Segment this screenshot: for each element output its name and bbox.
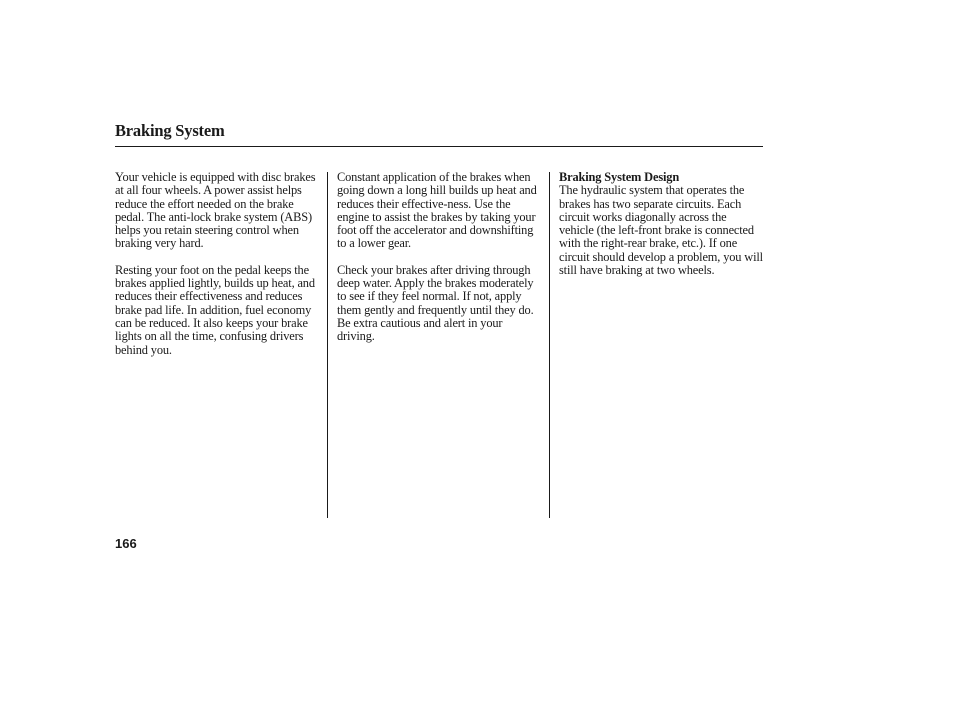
text-column-3: [559, 171, 763, 290]
subsection-heading: Braking System Design: [559, 170, 680, 184]
page-number: 166: [115, 536, 137, 551]
section-title: Braking System: [115, 121, 225, 140]
text-column-1: [115, 171, 321, 370]
title-rule: [115, 146, 763, 147]
column-divider: [549, 172, 550, 518]
paragraph: Resting your foot on the pedal keeps the brakes applied lightly, builds up heat, and reduces their effectiveness and reduces brake pad life. In addition, fuel economy can be reduced. It also keeps your brake lights on all the time, confusing drivers behind you.: [115, 262, 315, 357]
column-divider: [327, 172, 328, 518]
text-column-2: [337, 171, 543, 357]
paragraph: Your vehicle is equipped with disc brakes at all four wheels. A power assist helps reduce the effort needed on the brake pedal. The anti-lock brake system (ABS) helps you retain steering control when braking very hard.: [115, 170, 316, 251]
paragraph: Check your brakes after driving through deep water. Apply the brakes moderately to see if they feel normal. If not, apply them gently and frequently until they do. Be extra cautious and alert in your driving.: [337, 262, 534, 344]
paragraph: The hydraulic system that operates the brakes has two separate circuits. Each circuit works diagonally across the vehicle (the left-front brake is connected with the right-rear brake, etc.). If one circuit should develop a problem, you will still have braking at two wheels.: [559, 183, 763, 278]
paragraph: Constant application of the brakes when going down a long hill builds up heat and reduces their effective-ness. Use the engine to assist the brakes by taking your foot off the accelerator and downshifting to a lower gear.: [337, 170, 537, 251]
